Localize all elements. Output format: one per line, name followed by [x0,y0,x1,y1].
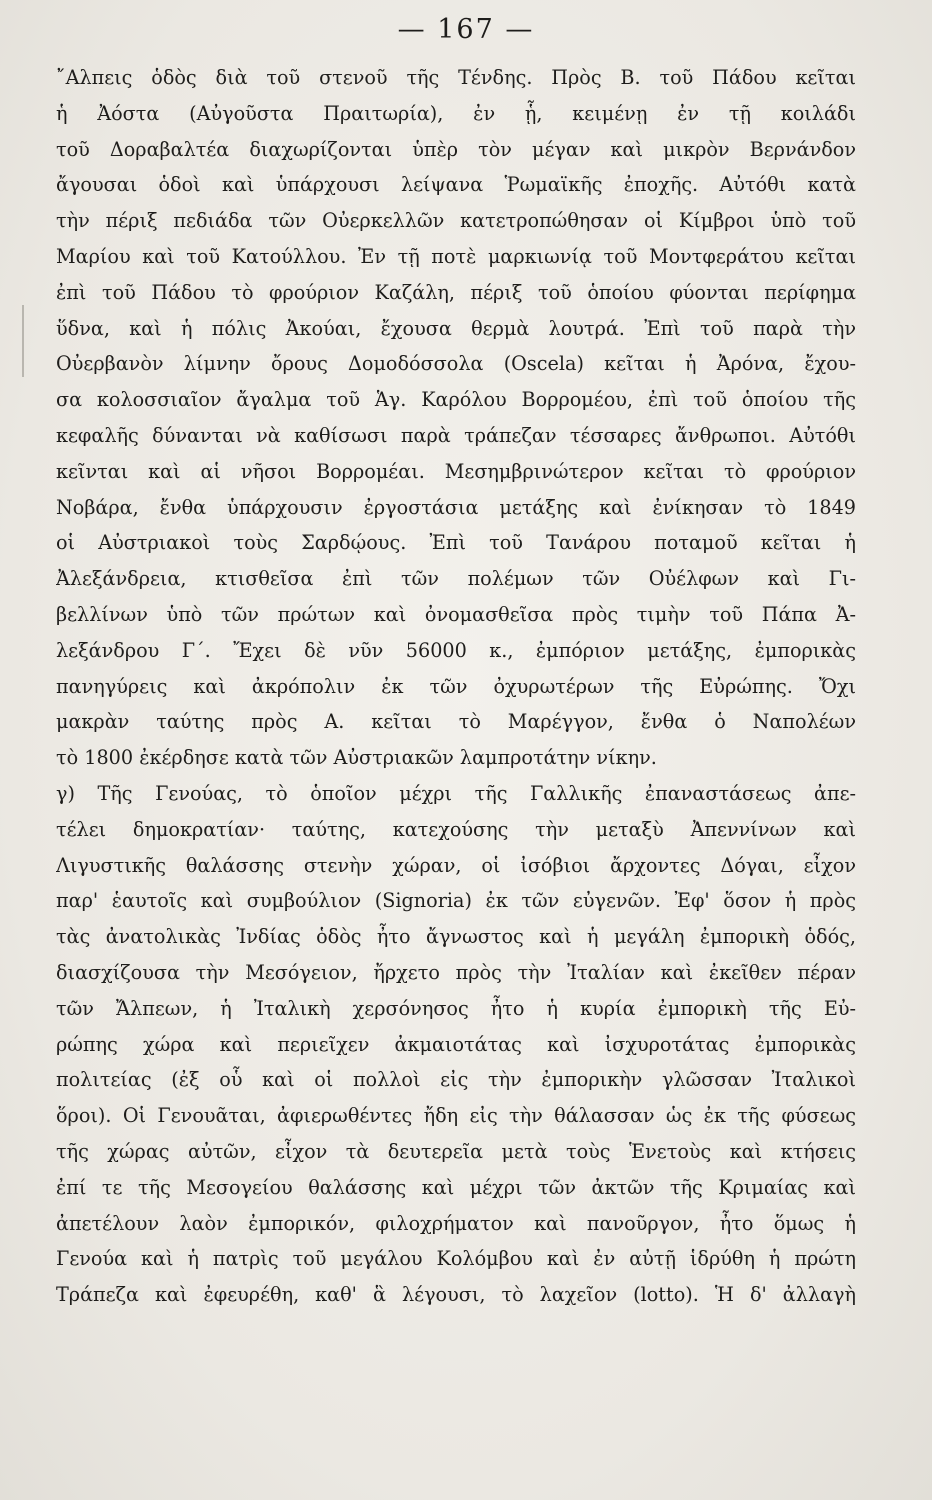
text-line: ὅροι). Οἱ Γενουᾶται, ἀφιερωθέντες ἤδη εἰς τὴν θάλασσαν ὡς ἐκ τῆς φύσεως [56,1104,856,1128]
text-line: τὰς ἀνατολικὰς Ἰνδίας ὁδὸς ἦτο ἄγνωστος καὶ ἡ μεγάλη ἐμπορικὴ ὁδός, [56,925,856,949]
margin-mark [22,305,24,377]
text-line: ἀπετέλουν λαὸν ἐμπορικόν, φιλοχρήματον καὶ πανοῦργον, ἦτο ὅμως ἡ [56,1211,856,1235]
text-line: λεξάνδρου Γ΄. Ἔχει δὲ νῦν 56000 κ., ἐμπόριον μετάξης, ἐμπορικὰς [56,638,856,662]
text-line: ἐπὶ τοῦ Πάδου τὸ φρούριον Καζάλη, πέριξ τοῦ ὁποίου φύονται περίφημα [56,280,856,304]
text-line: σα κολοσσιαῖον ἄγαλμα τοῦ Ἁγ. Καρόλου Βορρομέου, ἐπὶ τοῦ ὁποίου τῆς [56,388,856,412]
text-line: κεφαλῆς δύνανται νὰ καθίσωσι παρὰ τράπεζαν τέσσαρες ἄνθρωποι. Αὐτόθι [56,423,856,447]
text-line: μακρὰν ταύτης πρὸς Α. κεῖται τὸ Μαρέγγον, ἔνθα ὁ Ναπολέων [56,710,856,734]
text-line: ῎Αλπεις ὁδὸς διὰ τοῦ στενοῦ τῆς Τένδης. Πρὸς Β. τοῦ Πάδου κεῖται [56,66,856,89]
text-line: οἱ Αὐστριακοὶ τοὺς Σαρδῴους. Ἐπὶ τοῦ Τανάρου ποταμοῦ κεῖται ἡ [56,531,856,555]
text-line: Νοβάρα, ἔνθα ὑπάρχουσιν ἐργοστάσια μετάξης καὶ ἐνίκησαν τὸ 1849 [56,495,856,519]
text-line: Λιγυστικῆς θαλάσσης στενὴν χώραν, οἱ ἰσόβιοι ἄρχοντες Δόγαι, εἶχον [56,853,856,877]
text-line: κεῖνται καὶ αἱ νῆσοι Βορρομέαι. Μεσημβρινώτερον κεῖται τὸ φρούριον [56,459,856,483]
text-line: Μαρίου καὶ τοῦ Κατούλλου. Ἐν τῇ ποτὲ μαρκιωνίᾳ τοῦ Μοντφεράτου κεῖται [56,244,856,268]
text-line: ἐπί τε τῆς Μεσογείου θαλάσσης καὶ μέχρι τῶν ἀκτῶν τῆς Κριμαίας καὶ [56,1175,856,1199]
text-line: τῶν Ἄλπεων, ἡ Ἰταλικὴ χερσόνησος ἦτο ἡ κυρία ἐμπορικὴ τῆς Εὐ- [56,996,856,1020]
text-line: τῆς χώρας αὐτῶν, εἶχον τὰ δευτερεῖα μετὰ τοὺς Ἑνετοὺς καὶ κτήσεις [56,1139,856,1163]
text-line: Ἀλεξάνδρεια, κτισθεῖσα ἐπὶ τῶν πολέμων τῶν Οὐέλφων καὶ Γι- [56,567,856,591]
text-line: ἡ Ἀόστα (Αὐγοῦστα Πραιτωρία), ἐν ᾗ, κειμένῃ ἐν τῇ κοιλάδι [56,101,856,125]
text-line: βελλίνων ὑπὸ τῶν πρώτων καὶ ὀνομασθεῖσα πρὸς τιμὴν τοῦ Πάπα Ἀ- [56,602,856,626]
text-line: πολιτείας (ἐξ οὗ καὶ οἱ πολλοὶ εἰς τὴν ἐμπορικὴν γλῶσσαν Ἰταλικοὶ [56,1068,856,1092]
text-line: τὴν πέριξ πεδιάδα τῶν Οὐερκελλῶν κατετροπώθησαν οἱ Κίμβροι ὑπὸ τοῦ [56,209,856,233]
text-line: ὕδνα, καὶ ἡ πόλις Ἀκούαι, ἔχουσα θερμὰ λουτρά. Ἐπὶ τοῦ παρὰ τὴν [56,316,856,340]
text-line: Οὐερβανὸν λίμνην ὄρους Δομοδόσσολα (Oscela) κεῖται ἡ Ἀρόνα, ἔχου- [56,352,856,376]
text-body [56,60,856,1313]
text-line: πανηγύρεις καὶ ἀκρόπολιν ἐκ τῶν ὀχυρωτέρων τῆς Εὐρώπης. Ὄχι [56,674,856,698]
page-number: — 167 — [397,14,535,45]
text-line: Γενούα καὶ ἡ πατρὶς τοῦ μεγάλου Κολόμβου καὶ ἐν αὐτῇ ἱδρύθη ἡ πρώτη [56,1247,856,1271]
text-line: ἄγουσαι ὁδοὶ καὶ ὑπάρχουσι λείψανα Ῥωμαϊκῆς ἐποχῆς. Αὐτόθι κατὰ [56,173,856,197]
text-line: τέλει δημοκρατίαν· ταύτης, κατεχούσης τὴν μεταξὺ Ἀπεννίνων καὶ [56,817,856,841]
text-line: τοῦ Δοραβαλτέα διαχωρίζονται ὑπὲρ τὸν μέγαν καὶ μικρὸν Βερνάνδον [56,137,856,161]
text-line: ρώπης χώρα καὶ περιεῖχεν ἀκμαιοτάτας καὶ ἰσχυροτάτας ἐμπορικὰς [56,1032,856,1056]
text-line: τὸ 1800 ἐκέρδησε κατὰ τῶν Αὐστριακῶν λαμπροτάτην νίκην. [56,746,657,770]
text-line: διασχίζουσα τὴν Μεσόγειον, ἤρχετο πρὸς τὴν Ἰταλίαν καὶ ἐκεῖθεν πέραν [56,960,856,984]
text-line: παρ' ἑαυτοῖς καὶ συμβούλιον (Signoria) ἐκ τῶν εὐγενῶν. Ἐφ' ὅσον ἡ πρὸς [56,889,856,913]
text-line: Τράπεζα καὶ ἐφευρέθη, καθ' ἃ λέγουσι, τὸ λαχεῖον (lotto). Ἡ δ' ἀλλαγὴ [56,1283,856,1307]
text-line: γ) Τῆς Γενούας, τὸ ὁποῖον μέχρι τῆς Γαλλικῆς ἐπαναστάσεως ἀπε- [56,781,856,805]
